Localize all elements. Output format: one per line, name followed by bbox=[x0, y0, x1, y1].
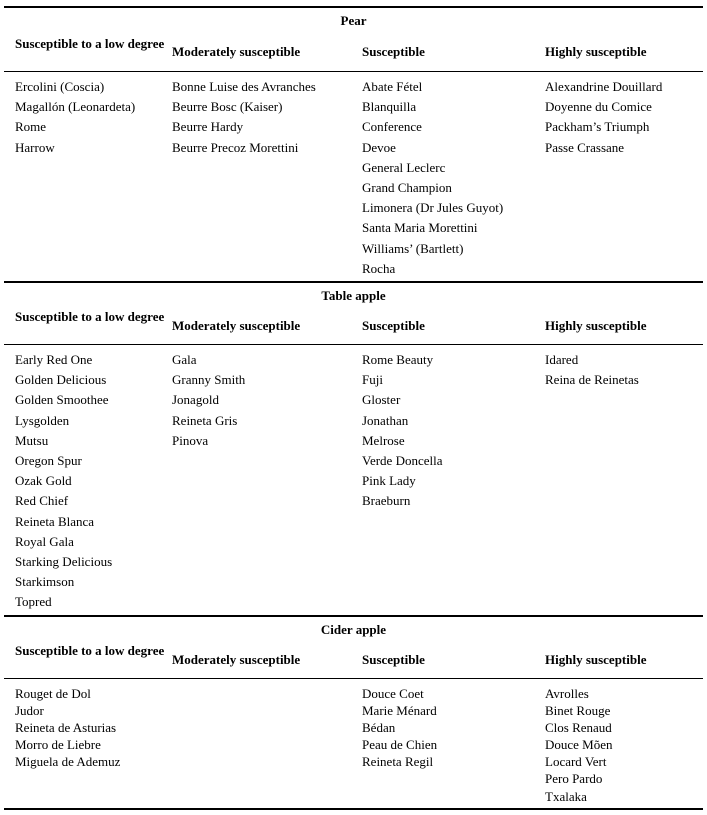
list-item: Clos Renaud bbox=[545, 720, 612, 736]
header-highly: Highly susceptible bbox=[545, 44, 647, 59]
list-item: Avrolles bbox=[545, 686, 589, 701]
list-item: Jonagold bbox=[172, 392, 219, 408]
list-item: Beurre Hardy bbox=[172, 119, 244, 135]
list-item: Reina de Reinetas bbox=[545, 372, 639, 388]
list-item: Jonathan bbox=[362, 412, 409, 428]
list-item: Packham’s Triumph bbox=[545, 119, 650, 135]
header-moderately: Moderately susceptible bbox=[172, 44, 301, 59]
section-title-cider-apple: Cider apple bbox=[320, 622, 387, 637]
list-item: Fuji bbox=[362, 372, 383, 388]
header-susceptible: Susceptible bbox=[362, 318, 425, 333]
header-highly: Highly susceptible bbox=[545, 318, 647, 333]
list-item: Morro de Liebre bbox=[15, 737, 101, 753]
list-item: Abate Fétel bbox=[362, 79, 423, 94]
section-rule bbox=[4, 615, 703, 617]
list-susceptible bbox=[362, 685, 437, 770]
list-high bbox=[545, 685, 613, 805]
table-bottom-rule bbox=[4, 808, 703, 810]
list-item: Marie Ménard bbox=[362, 703, 437, 719]
list-item: Starking Delicious bbox=[15, 554, 113, 570]
list-item: Txalaka bbox=[545, 788, 587, 804]
list-item: Beurre Bosc (Kaiser) bbox=[172, 99, 283, 115]
list-item: Reineta Blanca bbox=[15, 513, 95, 529]
list-item: Verde Doncella bbox=[362, 453, 443, 469]
list-moderate bbox=[172, 77, 316, 158]
list-item: Early Red One bbox=[15, 352, 93, 367]
section-title-table-apple: Table apple bbox=[321, 288, 386, 303]
list-high bbox=[545, 77, 662, 158]
list-susceptible bbox=[362, 350, 443, 512]
list-item: Starkimson bbox=[15, 574, 75, 590]
list-item: Oregon Spur bbox=[15, 453, 82, 469]
list-moderate bbox=[172, 350, 245, 451]
list-item: Royal Gala bbox=[15, 533, 74, 549]
list-item: Rome bbox=[15, 119, 47, 135]
list-item: Melrose bbox=[362, 432, 405, 448]
list-item: Douce Mõen bbox=[545, 737, 613, 753]
list-susceptible bbox=[362, 77, 503, 279]
list-item: Pinova bbox=[172, 432, 209, 448]
list-item: Harrow bbox=[15, 139, 55, 155]
header-susceptible: Susceptible bbox=[362, 44, 425, 59]
list-high bbox=[545, 350, 639, 390]
list-item: Devoe bbox=[362, 139, 396, 155]
header-susceptible: Susceptible bbox=[362, 652, 425, 667]
list-item: Golden Smoothee bbox=[15, 392, 109, 408]
list-item: Idared bbox=[545, 352, 579, 367]
header-rule bbox=[4, 678, 703, 679]
list-item: Judor bbox=[15, 703, 44, 719]
list-low bbox=[15, 77, 165, 158]
list-item: Lysgolden bbox=[15, 412, 70, 428]
header-moderately: Moderately susceptible bbox=[172, 652, 301, 667]
list-item: Pink Lady bbox=[362, 473, 416, 489]
list-item: Bédan bbox=[362, 720, 396, 736]
list-item: Gala bbox=[172, 352, 197, 367]
list-item: Rocha bbox=[362, 260, 396, 276]
table-top-rule bbox=[4, 6, 703, 8]
list-item: Reineta Gris bbox=[172, 412, 238, 428]
section-title-pear: Pear bbox=[340, 13, 367, 28]
header-rule bbox=[4, 344, 703, 345]
header-rule bbox=[4, 71, 703, 72]
list-item: Reineta Regil bbox=[362, 754, 434, 770]
list-item: Ercolini (Coscia) bbox=[15, 79, 105, 94]
list-item: Binet Rouge bbox=[545, 703, 611, 719]
list-item: Passe Crassane bbox=[545, 139, 625, 155]
list-low bbox=[15, 350, 165, 613]
list-item: Topred bbox=[15, 594, 52, 610]
list-item: Locard Vert bbox=[545, 754, 607, 770]
list-item: Santa Maria Morettini bbox=[362, 220, 478, 236]
list-item: Red Chief bbox=[15, 493, 69, 509]
list-item: Douce Coet bbox=[362, 686, 424, 701]
list-item: Magallón (Leonardeta) bbox=[15, 99, 136, 115]
list-item: Bonne Luise des Avranches bbox=[172, 79, 316, 94]
list-item: Williams’ (Bartlett) bbox=[362, 240, 464, 256]
list-item: Pero Pardo bbox=[545, 771, 603, 787]
header-low-degree: Susceptible to a low degree bbox=[15, 36, 165, 51]
list-item: Golden Delicious bbox=[15, 372, 107, 388]
header-low-degree: Susceptible to a low degree bbox=[15, 643, 165, 658]
list-item: Conference bbox=[362, 119, 422, 135]
list-item: Limonera (Dr Jules Guyot) bbox=[362, 200, 504, 216]
section-rule bbox=[4, 281, 703, 283]
header-low-degree: Susceptible to a low degree bbox=[15, 309, 165, 324]
list-item: Reineta de Asturias bbox=[15, 720, 117, 736]
list-item: Braeburn bbox=[362, 493, 411, 509]
list-item: Grand Champion bbox=[362, 180, 452, 196]
list-item: Miguela de Ademuz bbox=[15, 754, 121, 770]
header-highly: Highly susceptible bbox=[545, 652, 647, 667]
list-item: Rouget de Dol bbox=[15, 686, 91, 701]
list-item: Beurre Precoz Morettini bbox=[172, 139, 299, 155]
header-moderately: Moderately susceptible bbox=[172, 318, 301, 333]
list-item: Alexandrine Douillard bbox=[545, 79, 663, 94]
list-item: Granny Smith bbox=[172, 372, 246, 388]
list-item: General Leclerc bbox=[362, 159, 446, 175]
list-item: Rome Beauty bbox=[362, 352, 434, 367]
list-item: Mutsu bbox=[15, 432, 49, 448]
list-item: Ozak Gold bbox=[15, 473, 72, 489]
list-item: Peau de Chien bbox=[362, 737, 438, 753]
list-item: Blanquilla bbox=[362, 99, 417, 115]
list-low bbox=[15, 685, 165, 770]
list-item: Doyenne du Comice bbox=[545, 99, 652, 115]
list-item: Gloster bbox=[362, 392, 401, 408]
